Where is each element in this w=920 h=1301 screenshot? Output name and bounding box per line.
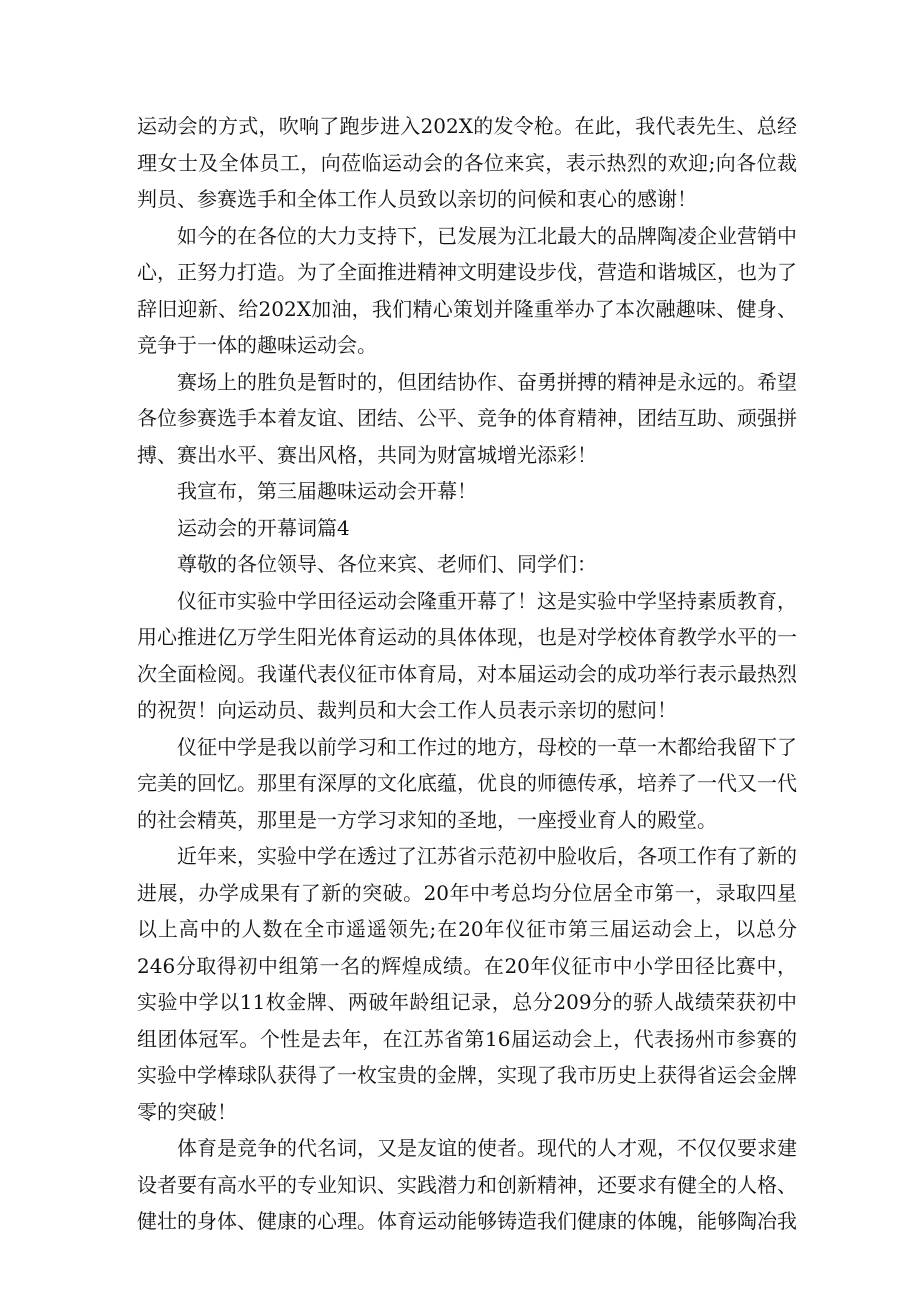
paragraph-1: 运动会的方式，吹响了跑步进入202X的发令枪。在此，我代表先生、总经理女士及全体员工，向莅临运动会的各位来宾，表示热烈的欢迎;向各位裁判员、参赛选手和全体工作人员致以亲切的问候和衷心的感谢！	[137, 114, 797, 211]
paragraph-8: 仪征中学是我以前学习和工作过的地方，母校的一草一木都给我留下了完美的回忆。那里有深厚的文化底蕴，优良的师德传承，培养了一代又一代的社会精英，那里是一方学习求知的圣地，一座授业育人的殿堂。	[137, 734, 797, 832]
paragraph-7: 仪征市实验中学田径运动会隆重开幕了！这是实验中学坚持素质教育，用心推进亿万学生阳光体育运动的具体体现，也是对学校体育教学水平的一次全面检阅。我谨代表仪征市体育局，对本届运动会的成功举行表示最热烈的祝贺！向运动员、裁判员和大会工作人员表示亲切的慰问！	[137, 588, 797, 722]
paragraph-2: 如今的在各位的大力支持下，已发展为江北最大的品牌陶凌企业营销中心，正努力打造。为了全面推进精神文明建设步伐，营造和谐城区，也为了辞旧迎新、给202X加油，我们精心策划并隆重举办了本次融趣味、健身、竞争于一体的趣味运动会。	[137, 223, 797, 357]
document-body	[137, 108, 797, 1240]
salutation: 尊敬的各位领导、各位来宾、老师们、同学们：	[177, 552, 597, 576]
paragraph-3: 赛场上的胜负是暂时的，但团结协作、奋勇拼搏的精神是永远的。希望各位参赛选手本着友谊、团结、公平、竞争的体育精神，团结互助、顽强拼搏、赛出水平、赛出风格，共同为财富城增光添彩！	[137, 369, 797, 467]
paragraph-9: 近年来，实验中学在透过了江苏省示范初中脸收后，各项工作有了新的进展，办学成果有了新的突破。20年中考总均分位居全市第一，录取四星以上高中的人数在全市遥遥领先;在20年仪征市第三届运动会上，以总分246分取得初中组第一名的辉煌成绩。在20年仪征市中小学田径比赛中，实验中学以11枚金牌、两破年龄组记录，总分209分的骄人战绩荣获初中组团体冠军。个性是去年，在江苏省第16届运动会上，代表扬州市参赛的实验中学棒球队获得了一枚宝贵的金牌，实现了我市历史上获得省运会金牌零的突破！	[137, 844, 797, 1124]
paragraph-4: 我宣布，第三届趣味运动会开幕！	[177, 479, 477, 503]
section-heading: 运动会的开幕词篇4	[177, 515, 350, 540]
paragraph-10: 体育是竞争的代名词，又是友谊的使者。现代的人才观，不仅仅要求建设者要有高水平的专业知识、实践潜力和创新精神，还要求有健全的人格、健壮的身体、健康的心理。体育运动能够铸造我们健康的体魄，能够陶冶我	[137, 1136, 797, 1233]
